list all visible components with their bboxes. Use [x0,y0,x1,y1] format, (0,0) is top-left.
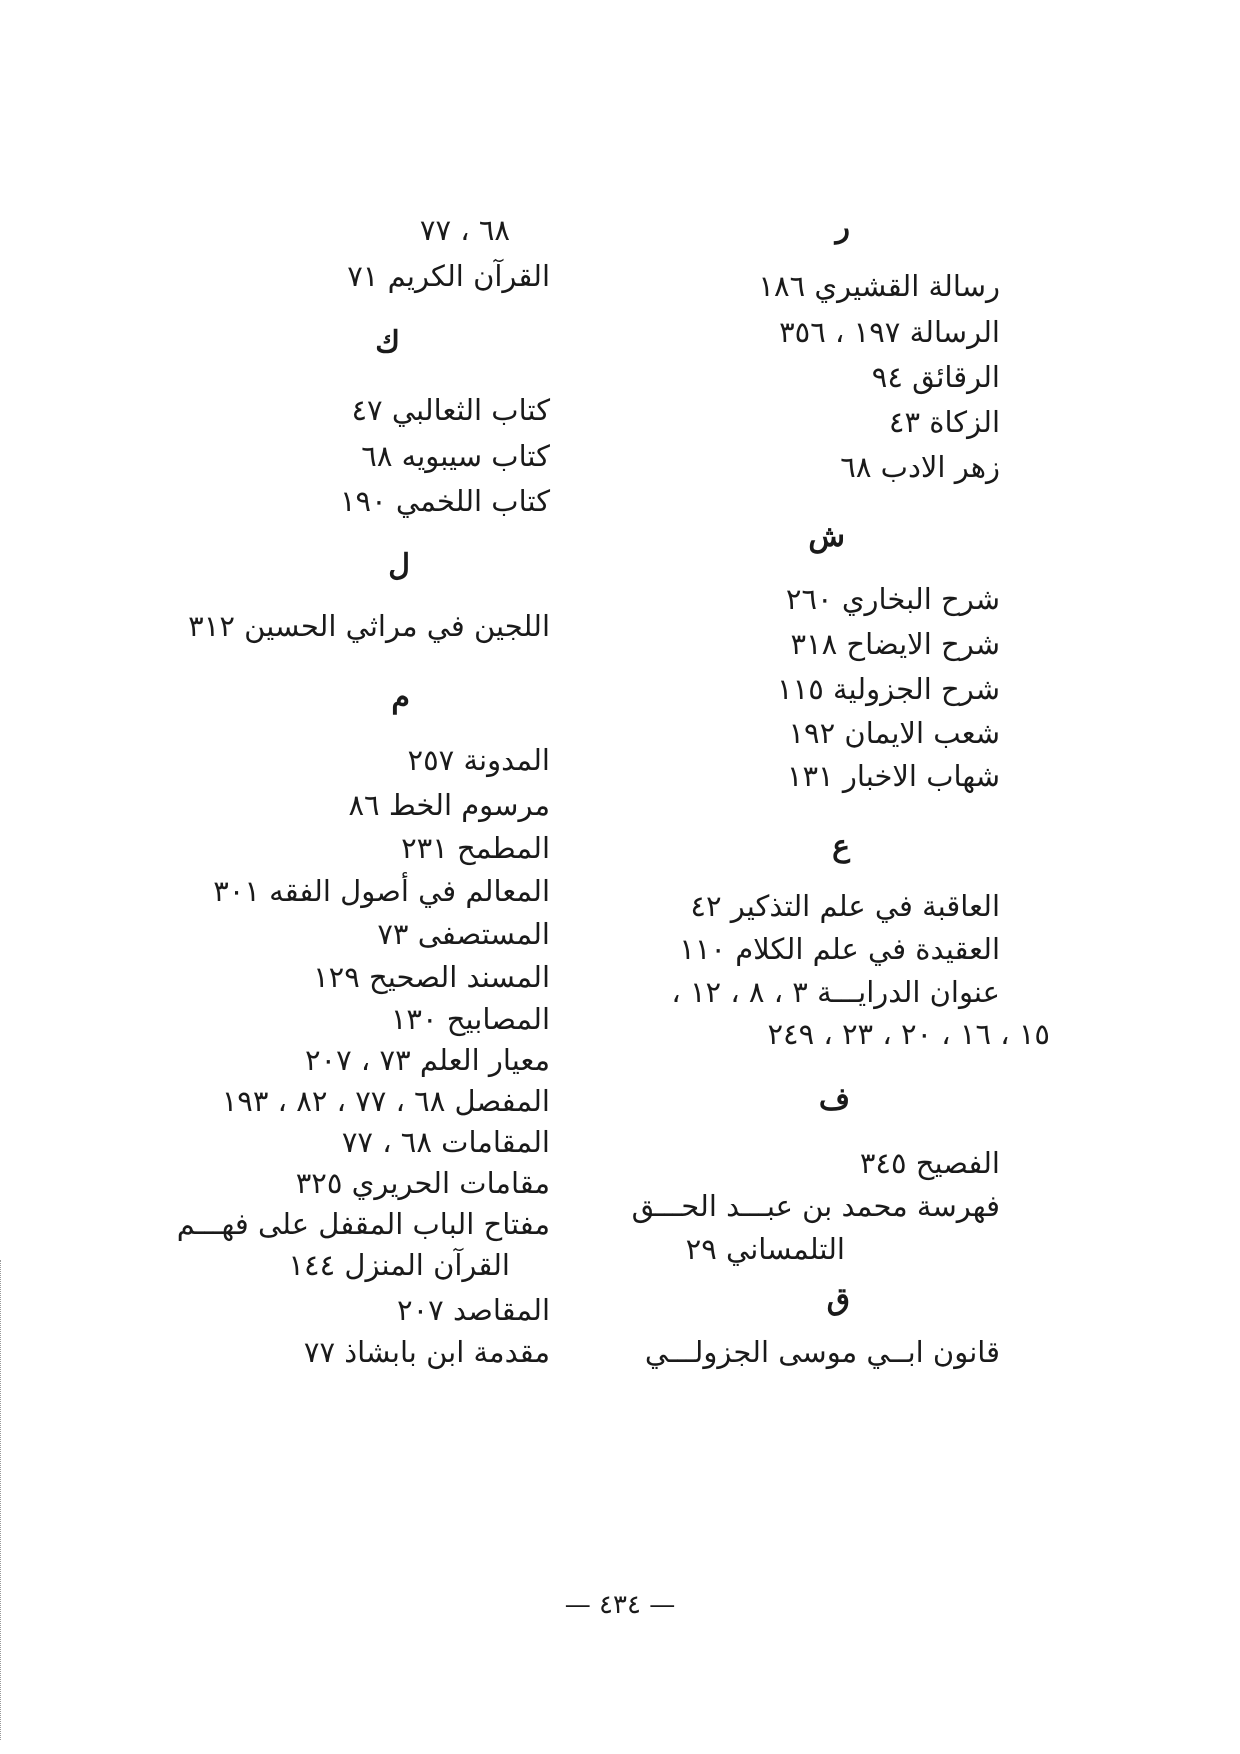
index-entry: فهرسة محمد بن عبـــد الحـــق [631,1189,1000,1223]
index-entry: زهر الادب ٦٨ [840,450,1000,484]
index-entry: المفصل ٦٨ ، ٧٧ ، ٨٢ ، ١٩٣ [221,1084,550,1118]
index-entry: الرقائق ٩٤ [871,360,1000,394]
index-entry: مقامات الحريري ٣٢٥ [295,1166,550,1200]
index-entry: الرسالة ١٩٧ ، ٣٥٦ [779,315,1000,349]
page-number: — ٤٣٤ — [564,1590,676,1620]
index-entry: شهاب الاخبار ١٣١ [786,759,1000,793]
index-entry: معيار العلم ٧٣ ، ٢٠٧ [304,1043,550,1077]
index-entry: الزكاة ٤٣ [888,405,1000,439]
section-letter: ف [818,1082,850,1117]
index-entry: كتاب الثعالبي ٤٧ [351,393,550,427]
index-entry: ٦٨ ، ٧٧ [419,213,510,247]
index-entry: العقيدة في علم الكلام ١١٠ [679,932,1000,966]
index-entry: شرح البخاري ٢٦٠ [785,582,1000,616]
index-entry: المسند الصحيح ١٢٩ [313,960,550,994]
section-letter: ع [832,829,850,864]
index-entry: المقاصد ٢٠٧ [397,1293,550,1327]
index-entry: كتاب اللخمي ١٩٠ [339,484,550,518]
index-entry: عنوان الدرايـــة ٣ ، ٨ ، ١٢ ، [671,975,1000,1009]
section-letter: ش [808,519,845,554]
index-entry: المطمح ٢٣١ [401,831,550,865]
index-entry: المعالم في أصول الفقه ٣٠١ [213,874,550,908]
index-entry: كتاب سيبويه ٦٨ [361,439,550,473]
section-letter: ق [826,1282,850,1317]
section-letter: ل [388,548,410,583]
scan-edge-mark [0,1260,7,1740]
index-entry: شرح الايضاح ٣١٨ [790,627,1000,661]
index-entry: ١٥ ، ١٦ ، ٢٠ ، ٢٣ ، ٢٤٩ [767,1017,1050,1051]
index-entry: شعب الايمان ١٩٢ [788,716,1000,750]
index-entry: مقدمة ابن بابشاذ ٧٧ [303,1335,550,1369]
section-letter: م [391,680,410,715]
section-letter: ك [375,325,400,360]
index-entry: التلمساني ٢٩ [685,1232,845,1266]
index-entry: القرآن الكريم ٧١ [347,259,550,293]
index-entry: الفصيح ٣٤٥ [859,1146,1000,1180]
index-entry: قانون ابــي موسى الجزولـــي [644,1335,1000,1369]
index-entry: اللجين في مراثي الحسين ٣١٢ [188,609,550,643]
index-entry: مفتاح الباب المقفل على فهـــم [176,1207,550,1241]
index-entry: المستصفى ٧٣ [377,917,550,951]
index-entry: القرآن المنزل ١٤٤ [288,1248,510,1282]
index-entry: مرسوم الخط ٨٦ [348,788,550,822]
index-entry: شرح الجزولية ١١٥ [777,672,1000,706]
index-entry: المدونة ٢٥٧ [407,743,550,777]
index-entry: رسالة القشيري ١٨٦ [758,269,1000,303]
index-entry: المقامات ٦٨ ، ٧٧ [341,1125,550,1159]
index-entry: العاقبة في علم التذكير ٤٢ [690,889,1000,923]
section-letter: ر [835,210,850,245]
index-entry: المصابيح ١٣٠ [390,1002,550,1036]
